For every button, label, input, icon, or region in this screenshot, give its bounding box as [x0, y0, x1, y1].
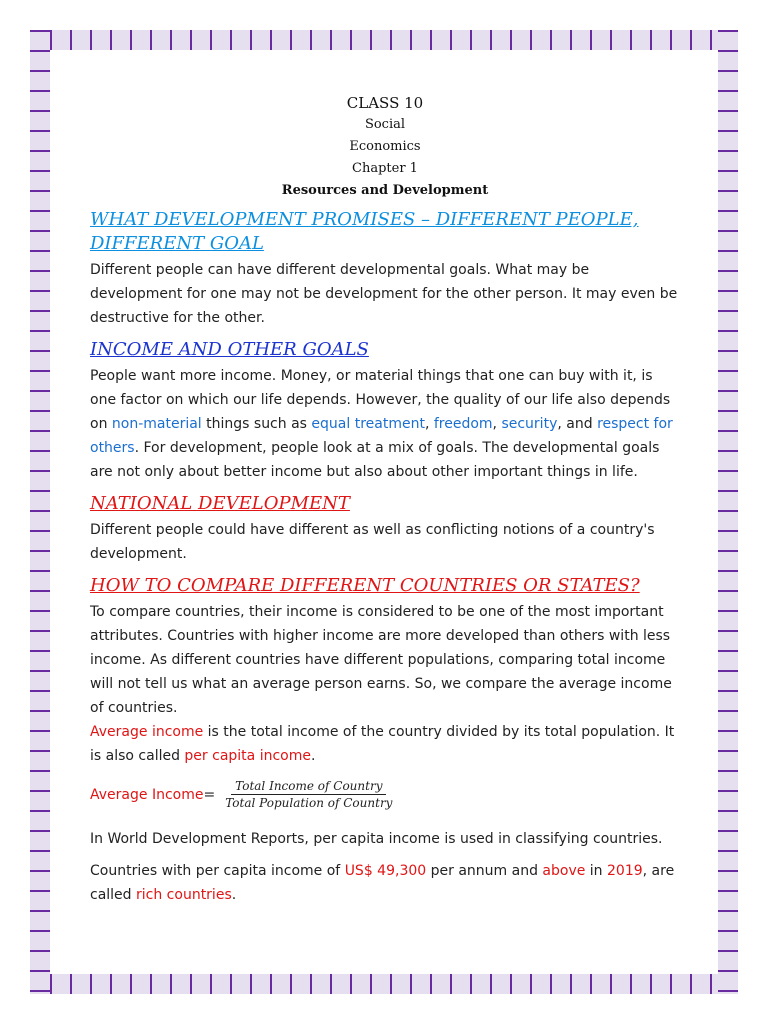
formula-denominator: Total Population of Country — [225, 796, 393, 810]
income-comma-2: , — [492, 416, 502, 432]
security-term: security — [501, 416, 558, 432]
decorative-border-right — [718, 30, 738, 994]
average-income-definition — [90, 720, 680, 768]
decorative-border-top — [30, 30, 738, 50]
section-paragraph-development-promises: Different people can have different developmental goals. What may be development for one may not be development for the other person. It may even be destructive for the other. — [90, 262, 678, 326]
formula-fraction — [221, 778, 396, 811]
subject-label: Social — [364, 117, 406, 132]
wdr-paragraph: In World Development Reports, per capita income is used in classifying countries. — [90, 831, 663, 847]
freedom-term: freedom — [433, 416, 493, 432]
income-text-3: . For development, people look at a mix of goals. The developmental goals are not only about better income but also about other important things in life. — [90, 440, 660, 480]
definition-period: . — [310, 748, 316, 764]
average-income-formula — [90, 778, 680, 811]
average-income-text: is the total income of the country divided by its total population. It is also called — [90, 724, 675, 764]
formula-equals: = — [203, 786, 216, 803]
rich-above: above — [542, 863, 586, 879]
income-text-1: People want more income. Money, or material things that one can buy with it, is one factor on which our life depends. However, the quality of our life also depends on — [90, 368, 671, 432]
section-heading-development-promises: WHAT DEVELOPMENT PROMISES – DIFFERENT PEOPLE, DIFFERENT GOAL — [90, 209, 639, 254]
rich-year: 2019 — [607, 863, 643, 879]
rich-end: . — [231, 887, 237, 903]
respect-term: respect for others — [90, 416, 673, 456]
income-comma-1: , — [424, 416, 434, 432]
decorative-border-left — [30, 30, 50, 994]
section-heading-national-development: NATIONAL DEVELOPMENT — [90, 493, 350, 514]
page-content — [90, 92, 680, 915]
rich-text-4: , are called — [90, 863, 675, 903]
page-header — [90, 92, 680, 202]
per-capita-term: per capita income — [184, 748, 311, 764]
rich-amount: US$ 49,300 — [344, 863, 427, 879]
section-paragraph-income-goals — [90, 364, 680, 484]
rich-text-1: Countries with per capita income of — [90, 863, 345, 879]
income-and: , and — [557, 416, 598, 432]
rich-countries-term: rich countries — [136, 887, 232, 903]
decorative-border-bottom — [30, 974, 738, 994]
section-paragraph-compare-countries: To compare countries, their income is considered to be one of the most important attributes. Countries with higher income are more developed than others with less income. As different countries have different populations, comparing total income will not tell us what an average person earns. So, we compare the average income of countries. — [90, 604, 672, 716]
non-material-term: non-material — [111, 416, 202, 432]
income-text-2: things such as — [201, 416, 312, 432]
rich-text-3: in — [585, 863, 608, 879]
class-label: CLASS 10 — [346, 94, 424, 112]
formula-numerator: Total Income of Country — [231, 778, 386, 795]
rich-text-2: per annum and — [426, 863, 543, 879]
section-paragraph-national-development: Different people could have different as well as conflicting notions of a country's development. — [90, 522, 655, 562]
formula-label: Average Income — [90, 786, 204, 803]
chapter-title: Resources and Development — [281, 183, 489, 198]
rich-countries-paragraph — [90, 859, 680, 907]
section-heading-income-goals: INCOME AND OTHER GOALS — [90, 339, 369, 360]
equal-treatment-term: equal treatment — [311, 416, 425, 432]
branch-label: Economics — [349, 139, 421, 154]
section-heading-compare-countries: HOW TO COMPARE DIFFERENT COUNTRIES OR STATES? — [90, 575, 640, 596]
chapter-label: Chapter 1 — [352, 161, 418, 176]
average-income-term: Average income — [90, 724, 204, 740]
